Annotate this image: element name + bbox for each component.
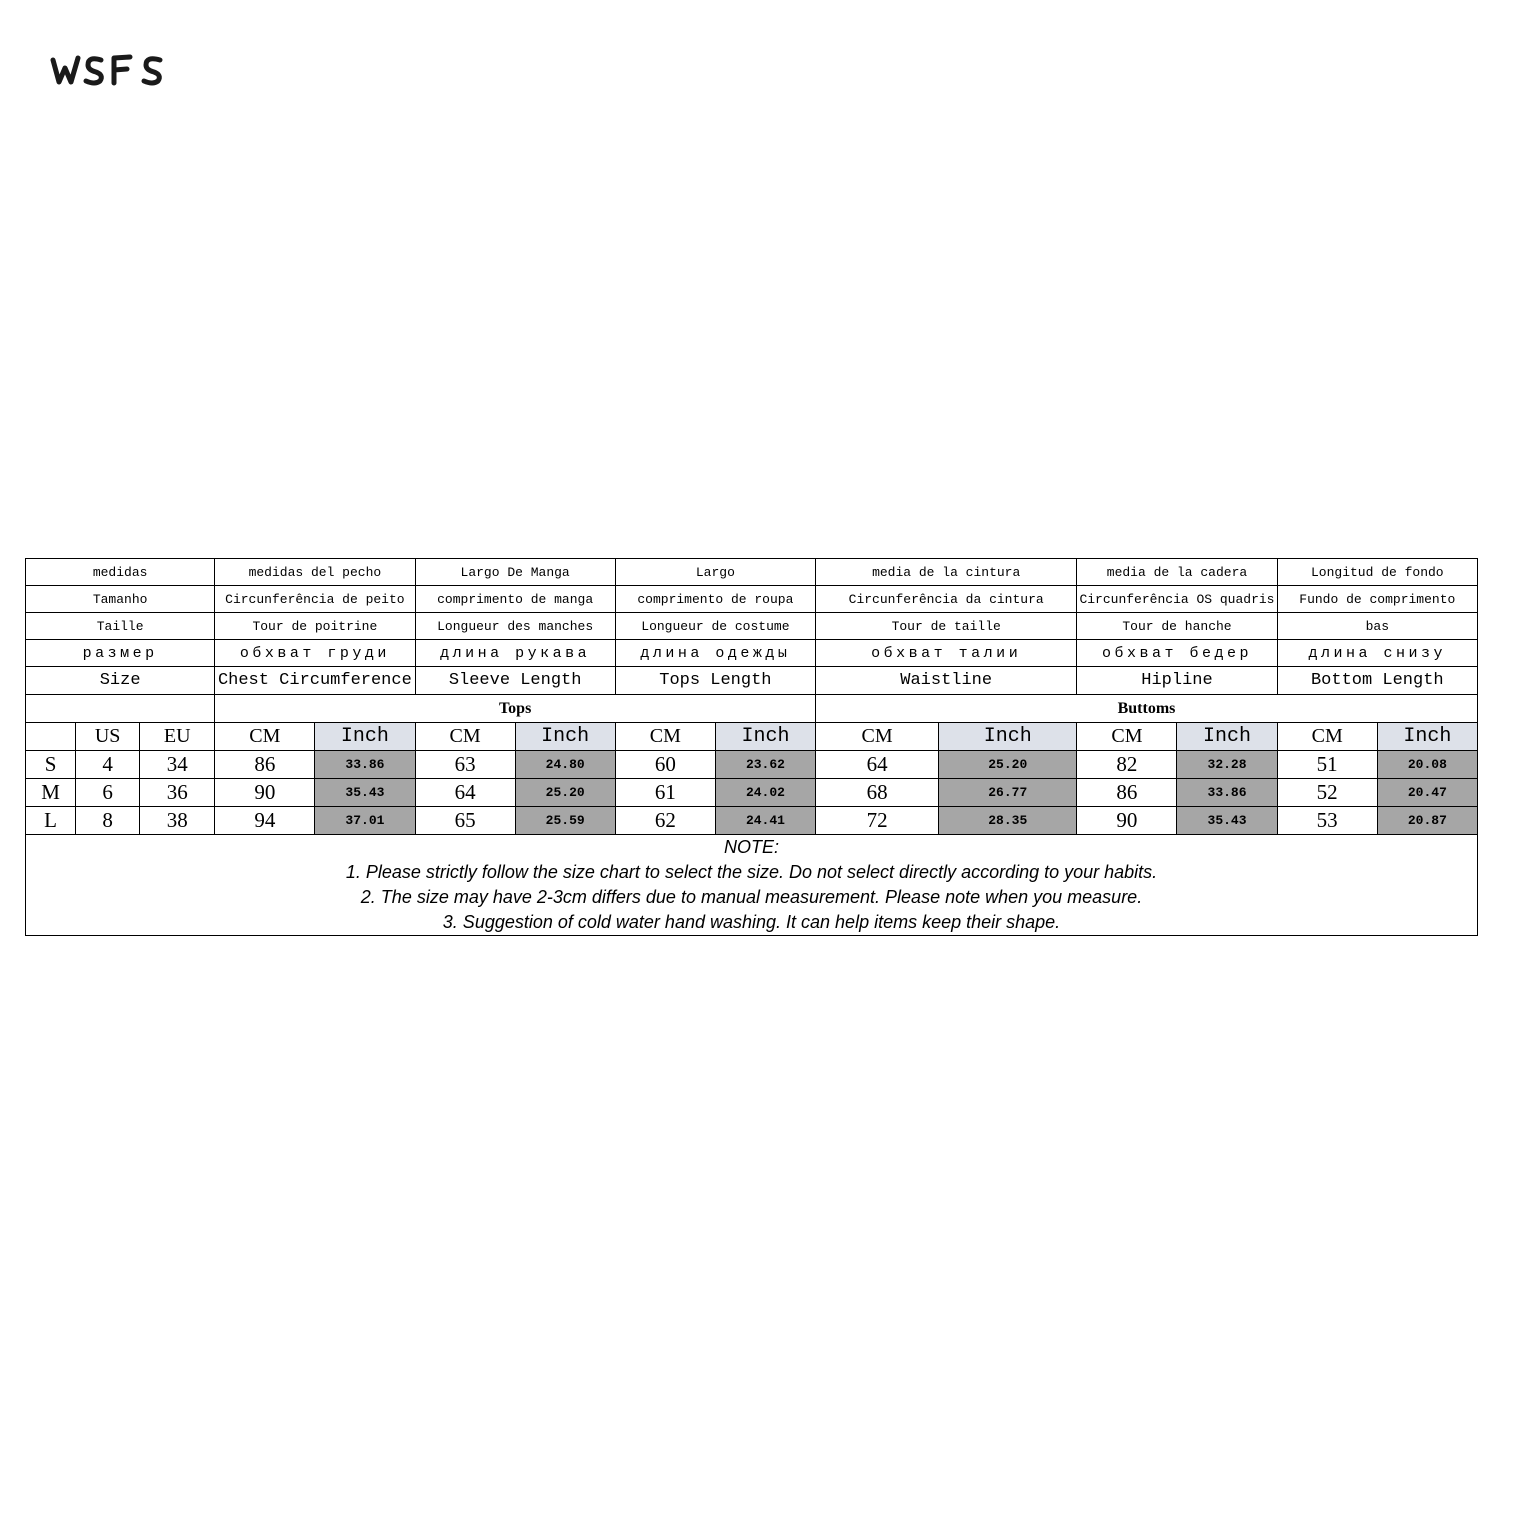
header-label: comprimento de manga	[415, 586, 615, 613]
cm-value: 65	[415, 807, 515, 835]
header-label: обхват груди	[215, 640, 415, 667]
inch-header: Inch	[1377, 723, 1477, 751]
inch-value: 24.02	[715, 779, 815, 807]
inch-value: 20.08	[1377, 751, 1477, 779]
inch-value: 26.77	[939, 779, 1077, 807]
cm-value: 72	[816, 807, 939, 835]
eu-size-value: 34	[140, 751, 215, 779]
header-label: Bottom Length	[1277, 667, 1477, 695]
header-label: Tour de taille	[816, 613, 1077, 640]
cm-value: 94	[215, 807, 315, 835]
inch-value: 28.35	[939, 807, 1077, 835]
header-label: medidas del pecho	[215, 559, 415, 586]
cm-value: 90	[1077, 807, 1177, 835]
inch-value: 25.20	[939, 751, 1077, 779]
header-label: Tamanho	[26, 586, 215, 613]
cm-value: 63	[415, 751, 515, 779]
header-label: Size	[26, 667, 215, 695]
inch-value: 25.59	[515, 807, 615, 835]
header-label: Longueur de costume	[615, 613, 815, 640]
header-label: длина снизу	[1277, 640, 1477, 667]
cm-value: 86	[1077, 779, 1177, 807]
cm-value: 86	[215, 751, 315, 779]
header-label: medidas	[26, 559, 215, 586]
cm-value: 60	[615, 751, 715, 779]
header-label: обхват бедер	[1077, 640, 1277, 667]
header-label: Circunferência de peito	[215, 586, 415, 613]
header-label: Circunferência OS quadris	[1077, 586, 1277, 613]
size-row	[26, 807, 1478, 835]
inch-value: 25.20	[515, 779, 615, 807]
cm-header: CM	[615, 723, 715, 751]
brand-logo	[50, 46, 170, 92]
eu-size-value: 38	[140, 807, 215, 835]
size-label: L	[26, 807, 76, 835]
size-label: S	[26, 751, 76, 779]
size-row	[26, 779, 1478, 807]
header-label: Longueur des manches	[415, 613, 615, 640]
cm-header: CM	[816, 723, 939, 751]
header-label-row	[26, 667, 1478, 695]
inch-value: 37.01	[315, 807, 415, 835]
cm-value: 64	[415, 779, 515, 807]
inch-value: 24.80	[515, 751, 615, 779]
inch-header: Inch	[515, 723, 615, 751]
header-label: длина одежды	[615, 640, 815, 667]
us-header: US	[76, 723, 140, 751]
eu-header: EU	[140, 723, 215, 751]
header-label: Hipline	[1077, 667, 1277, 695]
cm-value: 64	[816, 751, 939, 779]
us-size-value: 6	[76, 779, 140, 807]
inch-value: 20.87	[1377, 807, 1477, 835]
cm-header: CM	[215, 723, 315, 751]
inch-value: 35.43	[315, 779, 415, 807]
cm-header: CM	[1077, 723, 1177, 751]
note-cell	[26, 835, 1478, 936]
inch-value: 33.86	[1177, 779, 1277, 807]
size-row	[26, 751, 1478, 779]
cm-value: 82	[1077, 751, 1177, 779]
inch-value: 20.47	[1377, 779, 1477, 807]
note-line: 1. Please strictly follow the size chart to select the size. Do not select directly according to your habits.	[345, 862, 1158, 882]
header-label: Circunferência da cintura	[816, 586, 1077, 613]
inch-header: Inch	[1177, 723, 1277, 751]
header-label: Sleeve Length	[415, 667, 615, 695]
inch-header: Inch	[715, 723, 815, 751]
tops-group-label: Tops	[215, 695, 816, 723]
cm-header: CM	[415, 723, 515, 751]
header-label: размер	[26, 640, 215, 667]
note-row	[26, 835, 1478, 936]
inch-value: 33.86	[315, 751, 415, 779]
bottoms-group-label: Buttoms	[816, 695, 1478, 723]
header-label: Chest Circumference	[215, 667, 415, 695]
cm-value: 52	[1277, 779, 1377, 807]
header-label: Largo	[615, 559, 815, 586]
cm-value: 53	[1277, 807, 1377, 835]
header-label: длина рукава	[415, 640, 615, 667]
header-label: Longitud de fondo	[1277, 559, 1477, 586]
header-label: Fundo de comprimento	[1277, 586, 1477, 613]
header-label: bas	[1277, 613, 1477, 640]
header-label: comprimento de roupa	[615, 586, 815, 613]
inch-value: 35.43	[1177, 807, 1277, 835]
us-size-value: 8	[76, 807, 140, 835]
cm-value: 90	[215, 779, 315, 807]
cm-value: 62	[615, 807, 715, 835]
inch-header: Inch	[315, 723, 415, 751]
us-size-value: 4	[76, 751, 140, 779]
cm-value: 61	[615, 779, 715, 807]
note-line: 2. The size may have 2-3cm differs due to manual measurement. Please note when you measure.	[360, 887, 1143, 907]
header-label: Tour de poitrine	[215, 613, 415, 640]
inch-value: 23.62	[715, 751, 815, 779]
unit-header-row	[26, 723, 1478, 751]
header-label: Tops Length	[615, 667, 815, 695]
header-label-row	[26, 613, 1478, 640]
inch-value: 24.41	[715, 807, 815, 835]
size-chart-table	[25, 558, 1478, 936]
group-header-row	[26, 695, 1478, 723]
inch-value: 32.28	[1177, 751, 1277, 779]
cm-value: 51	[1277, 751, 1377, 779]
header-label: media de la cintura	[816, 559, 1077, 586]
header-label-row	[26, 640, 1478, 667]
note-line: 3. Suggestion of cold water hand washing. It can help items keep their shape.	[442, 912, 1061, 932]
cm-value: 68	[816, 779, 939, 807]
header-label: Waistline	[816, 667, 1077, 695]
note-title: NOTE:	[723, 837, 779, 857]
header-label-row	[26, 586, 1478, 613]
cm-header: CM	[1277, 723, 1377, 751]
size-label: M	[26, 779, 76, 807]
header-label: Tour de hanche	[1077, 613, 1277, 640]
header-label: Taille	[26, 613, 215, 640]
header-label: обхват талии	[816, 640, 1077, 667]
header-label: media de la cadera	[1077, 559, 1277, 586]
header-label: Largo De Manga	[415, 559, 615, 586]
header-label-row	[26, 559, 1478, 586]
inch-header: Inch	[939, 723, 1077, 751]
eu-size-value: 36	[140, 779, 215, 807]
